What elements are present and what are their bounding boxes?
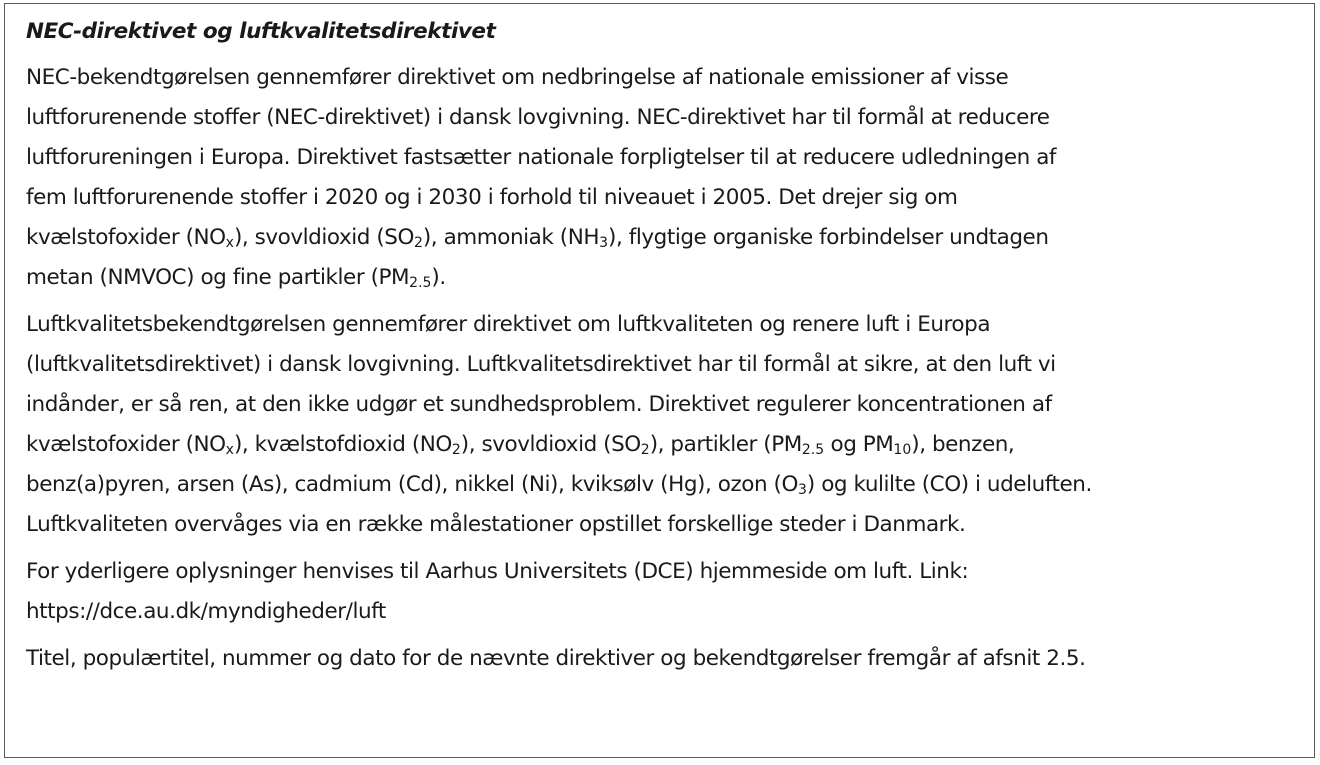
subscript: 2 [451, 442, 461, 458]
text-run: ), svovldioxid (SO [233, 225, 414, 250]
text-box [4, 3, 1315, 758]
subscript: 2.5 [409, 275, 432, 291]
paragraph-nec [26, 58, 1294, 298]
subscript: 2 [413, 235, 423, 251]
text-run: ) og kulilte (CO) i udeluften. [806, 472, 1092, 497]
text-line: indånder, er så ren, at den ikke udgør et sundhedsproblem. Direktivet regulerer koncentrationen af [26, 392, 1052, 417]
text-line: Luftkvaliteten overvåges via en række målestationer opstillet forskellige steder i Danmark. [26, 512, 966, 537]
text-run: kvælstofoxider (NO [26, 432, 226, 457]
text-run: og PM [824, 432, 894, 457]
text-line: Titel, populærtitel, nummer og dato for de nævnte direktiver og bekendtgørelser fremgår af afsnit 2.5. [26, 646, 1086, 671]
text-run: metan (NMVOC) og fine partikler (PM [26, 265, 410, 290]
text-line [26, 465, 1294, 505]
text-run: benz(a)pyren, arsen (As), cadmium (Cd), nikkel (Ni), kviksølv (Hg), ozon (O [26, 472, 798, 497]
paragraph-titles [26, 639, 1294, 679]
dce-link[interactable]: https://dce.au.dk/myndigheder/luft [26, 599, 386, 624]
text-line: fem luftforurenende stoffer i 2020 og i 2030 i forhold til niveauet i 2005. Det drejer sig om [26, 185, 958, 210]
text-run: ). [431, 265, 446, 290]
text-line: luftforurenende stoffer (NEC-direktivet) i dansk lovgivning. NEC-direktivet har til formål at reducere [26, 105, 1050, 130]
text-run: kvælstofoxider (NO [26, 225, 226, 250]
text-run: ), benzen, [911, 432, 1015, 457]
text-run: ), kvælstofdioxid (NO [233, 432, 452, 457]
subscript: 3 [797, 482, 807, 498]
text-run: ), flygtige organiske forbindelser undtagen [608, 225, 1049, 250]
text-line [26, 258, 1294, 298]
subscript: x [225, 235, 234, 251]
subscript: 2 [640, 442, 650, 458]
text-line: Luftkvalitetsbekendtgørelsen gennemfører direktivet om luftkvaliteten og renere luft i Europa [26, 312, 991, 337]
text-run: ), partikler (PM [649, 432, 802, 457]
subscript: 3 [599, 235, 609, 251]
section-heading: NEC-direktivet og luftkvalitetsdirektivet [26, 19, 496, 44]
text-line: (luftkvalitetsdirektivet) i dansk lovgivning. Luftkvalitetsdirektivet har til formål at sikre, at den luft vi [26, 352, 1056, 377]
text-line: NEC-bekendtgørelsen gennemfører direktivet om nedbringelse af nationale emissioner af visse [26, 65, 1009, 90]
paragraph-air-quality [26, 305, 1294, 545]
paragraph-further-info [26, 552, 1294, 632]
subscript: 10 [893, 442, 912, 458]
subscript: x [225, 442, 234, 458]
text-run: ), ammoniak (NH [422, 225, 600, 250]
subscript: 2.5 [801, 442, 825, 458]
text-line: luftforureningen i Europa. Direktivet fastsætter nationale forpligtelser til at reducere udledningen af [26, 145, 1057, 170]
text-run: ), svovldioxid (SO [460, 432, 641, 457]
text-line [26, 218, 1294, 258]
text-line: For yderligere oplysninger henvises til Aarhus Universitets (DCE) hjemmeside om luft. Link: [26, 559, 969, 584]
text-line [26, 425, 1294, 465]
